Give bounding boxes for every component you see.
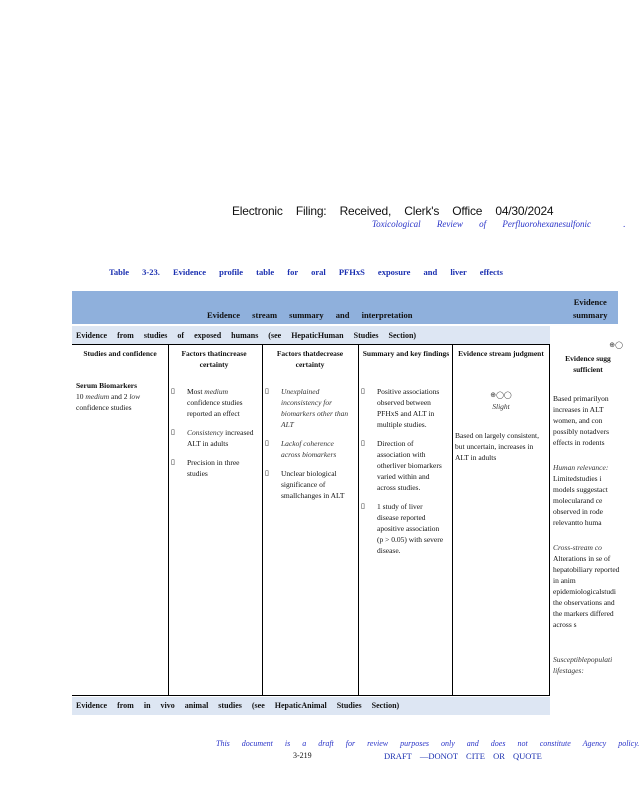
running-header-dot: . [623, 219, 626, 229]
summary-item-3 [361, 501, 445, 556]
bullet-icon: ▯ [265, 387, 269, 395]
studies-text [76, 391, 164, 413]
row-divider-bottom [72, 695, 550, 696]
summary-item-2 [361, 438, 445, 493]
decrease-1: Unexplained inconsistency for biomarkers other than ALT [281, 387, 349, 429]
decrease-cell [265, 386, 353, 509]
decrease-item-2 [265, 438, 353, 460]
bullet-icon: ▯ [171, 428, 175, 436]
summary-cell [361, 386, 445, 564]
footer-page-number: 3-219 [293, 751, 312, 760]
increase-3: Precision in three studies [187, 458, 240, 478]
studies-low: low [129, 392, 141, 401]
summary-1: Positive associations observed between PFHxS and ALT in multiple studies. [377, 387, 440, 429]
increase-1c: confidence studies reported an effect [187, 398, 243, 418]
increase-item-1 [171, 386, 257, 419]
studies-count: 10 [76, 392, 84, 401]
right-human-relevance-label: Human relevance: [553, 463, 609, 472]
col-divider-4 [452, 344, 453, 696]
studies-medium: medium [85, 392, 110, 401]
col-header-summary: Summary and key findings [362, 349, 450, 358]
running-header [372, 219, 626, 229]
footer-disclaimer: This document is a draft for review purposes only and does not constitute Agency policy. [216, 739, 639, 748]
studies-confidence: confidence studies [76, 403, 132, 412]
increase-item-2 [171, 427, 257, 449]
bullet-icon: ▯ [171, 387, 175, 395]
decrease-item-3 [265, 468, 353, 501]
increase-1b: medium [204, 387, 229, 396]
running-header-text: Toxicological Review of Perfluorohexanesulfonic [372, 219, 592, 229]
increase-2a: Consistency [187, 428, 224, 437]
animal-section-title: Evidence from in vivo animal studies (see HepaticAnimal Studies Section) [76, 701, 400, 710]
summary-2: Direction of association with otherliver biomarkers varied within and across studies. [377, 439, 442, 492]
increase-item-3 [171, 457, 257, 479]
right-paragraph-3: Alterations in se of hepatobiliary reported in anim epidemiologicalstudi the observations and the markers differed across s [553, 554, 620, 629]
right-paragraph-1: Based primarilyon increases in ALT women, and con possibly notadvers effects in rodents [553, 394, 610, 447]
decrease-3: Unclear biological significance of smallchanges in ALT [281, 469, 345, 500]
bullet-icon: ▯ [361, 439, 365, 447]
judgment-label: Slight [492, 402, 510, 411]
human-section-title: Evidence from studies of exposed humans (see HepaticHuman Studies Section) [76, 331, 417, 340]
right-evidence: Evidence sugg sufficient [565, 354, 611, 374]
col-divider-2 [262, 344, 263, 696]
increase-1a: Most [187, 387, 203, 396]
increase-cell [171, 386, 257, 487]
summary-item-1 [361, 386, 445, 430]
col-header-increase: Factors thatincrease certainty [181, 349, 247, 369]
header-right-line1: Evidence [573, 297, 607, 307]
col-header-judgment: Evidence stream judgment [458, 349, 544, 358]
col-divider-5 [549, 344, 550, 696]
bullet-icon: ▯ [171, 458, 175, 466]
judgment-text: Based on largely consistent, but uncertain, increases in ALT in adults [455, 431, 540, 462]
right-cross-stream-label: Cross-stream co [553, 543, 602, 552]
studies-cell [76, 380, 164, 413]
increase-2b: increased ALT in adults [187, 428, 254, 448]
col-header-studies: Studies and confidence [83, 349, 157, 358]
footer-draft-notice: DRAFT —DONOT CITE OR QUOTE [384, 751, 542, 761]
bullet-icon: ▯ [361, 387, 365, 395]
studies-title: Serum Biomarkers [76, 381, 138, 390]
header-right-line2: summary [573, 310, 608, 320]
col-divider-3 [358, 344, 359, 696]
table-caption: Table 3-23. Evidence profile table for oral PFHxS exposure and liver effects [109, 267, 503, 277]
col-header-decrease: Factors thatdecrease certainty [276, 349, 344, 369]
decrease-2: Lackof coherence across biomarkers [281, 439, 337, 459]
table-header-right [573, 296, 607, 322]
studies-and: and 2 [111, 392, 128, 401]
bullet-icon: ▯ [265, 469, 269, 477]
right-symbol: ⊕◯ [609, 341, 623, 349]
right-paragraph-2: Limitedstudies i models suggestact molecularand ce observed in rode relevantto huma [553, 474, 608, 527]
bullet-icon: ▯ [265, 439, 269, 447]
row-divider-top [72, 344, 550, 345]
right-summary-cell [553, 340, 623, 676]
judgment-cell [455, 390, 547, 463]
judgment-symbol: ⊕◯◯ [490, 391, 512, 399]
filing-stamp: Electronic Filing: Received, Clerk's Office 04/30/2024 [232, 204, 554, 218]
bullet-icon: ▯ [361, 502, 365, 510]
table-header-main: Evidence stream summary and interpretation [207, 310, 413, 320]
col-divider-1 [168, 344, 169, 696]
right-susceptible-label: Susceptiblepopulati lifestages: [553, 655, 613, 675]
decrease-item-1 [265, 386, 353, 430]
summary-3: 1 study of liver disease reported apositive association (p > 0.05) with severe disease. [377, 502, 444, 555]
